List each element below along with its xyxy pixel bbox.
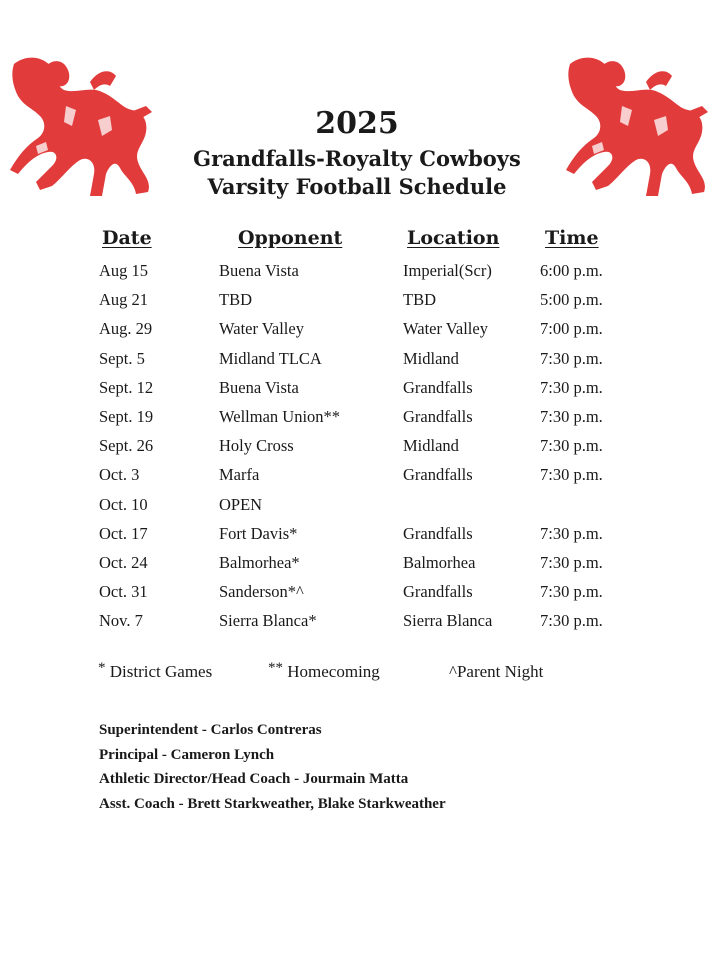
game-time: 7:30 p.m. (540, 348, 603, 368)
table-row (0, 578, 720, 607)
table-row (0, 345, 720, 374)
homecoming-mark: ** (268, 660, 283, 676)
team-name: Grandfalls-Royalty Cowboys (193, 146, 521, 171)
game-time: 7:30 p.m. (540, 582, 603, 602)
game-date: Aug 15 (99, 261, 149, 280)
game-location: Sierra Blanca (403, 611, 493, 631)
game-location: Imperial(Scr) (403, 261, 492, 280)
table-row (0, 607, 720, 636)
game-location: Balmorhea (403, 552, 476, 572)
game-time: 7:30 p.m. (540, 465, 603, 485)
game-opponent: Wellman Union** (219, 406, 341, 426)
column-header-time: Time (545, 227, 599, 249)
staff-principal: Principal - Cameron Lynch (99, 746, 275, 763)
table-row (0, 491, 720, 520)
game-location: TBD (403, 290, 436, 310)
game-time: 7:30 p.m. (540, 552, 603, 572)
district-text: District Games (109, 662, 213, 681)
staff-superintendent: Superintendent - Carlos Contreras (99, 722, 322, 738)
parent-night-text: ^Parent Night (449, 662, 544, 681)
column-header-date: Date (102, 227, 152, 249)
game-opponent: Sierra Blanca* (219, 611, 317, 631)
game-date: Sept. 12 (99, 377, 154, 397)
district-mark: * (98, 660, 106, 676)
game-time: 7:30 p.m. (540, 611, 603, 631)
game-date: Oct. 24 (99, 552, 148, 572)
game-location: Midland (403, 348, 459, 368)
game-time: 7:30 p.m. (540, 436, 603, 456)
table-row (0, 257, 720, 286)
table-row (0, 461, 720, 490)
legend-parent-night (449, 662, 543, 682)
table-row (0, 315, 720, 344)
game-time: 6:00 p.m. (540, 261, 603, 280)
column-header-opponent: Opponent (238, 227, 343, 249)
game-opponent: Midland TLCA (219, 348, 322, 368)
game-location: Midland (403, 436, 459, 456)
game-time: 7:00 p.m. (540, 319, 603, 339)
game-location: Grandfalls (403, 582, 473, 602)
game-date: Oct. 10 (99, 494, 148, 514)
game-opponent: Buena Vista (219, 377, 299, 397)
game-opponent: Fort Davis* (219, 523, 298, 543)
game-date: Aug. 29 (99, 319, 153, 339)
game-date: Sept. 19 (99, 406, 154, 426)
game-opponent: OPEN (219, 494, 263, 514)
game-opponent: TBD (219, 290, 252, 310)
table-row (0, 432, 720, 461)
game-location: Grandfalls (403, 465, 473, 485)
game-time: 7:30 p.m. (540, 406, 603, 426)
game-time: 7:30 p.m. (540, 523, 603, 543)
game-location: Water Valley (403, 319, 488, 339)
staff-list (99, 718, 446, 816)
game-location: Grandfalls (403, 377, 473, 397)
legend-district (98, 662, 212, 682)
game-opponent: Buena Vista (219, 261, 299, 280)
schedule-table (0, 257, 720, 636)
column-header-location: Location (407, 227, 500, 249)
game-date: Oct. 17 (99, 523, 148, 543)
game-location: Grandfalls (403, 406, 473, 426)
game-date: Oct. 31 (99, 582, 148, 602)
table-row (0, 520, 720, 549)
legend-homecoming (268, 662, 380, 682)
game-date: Nov. 7 (99, 611, 143, 631)
game-date: Oct. 3 (99, 465, 140, 485)
table-row (0, 286, 720, 315)
game-location: Grandfalls (403, 523, 473, 543)
game-opponent: Holy Cross (219, 436, 294, 456)
game-opponent: Water Valley (219, 319, 304, 339)
homecoming-text: Homecoming (287, 662, 380, 681)
game-opponent: Marfa (219, 465, 260, 485)
game-time: 5:00 p.m. (540, 290, 603, 310)
game-date: Sept. 5 (99, 348, 145, 368)
staff-assistant-coach: Asst. Coach - Brett Starkweather, Blake Starkweather (99, 795, 446, 812)
staff-head-coach: Athletic Director/Head Coach - Jourmain Matta (99, 771, 409, 788)
game-opponent: Balmorhea* (219, 552, 300, 572)
game-date: Sept. 26 (99, 436, 154, 456)
table-row (0, 374, 720, 403)
schedule-year: 2025 (315, 106, 399, 141)
table-row (0, 403, 720, 432)
game-time: 7:30 p.m. (540, 377, 603, 397)
schedule-subtitle: Varsity Football Schedule (207, 174, 507, 199)
game-opponent: Sanderson*^ (219, 582, 304, 602)
game-date: Aug 21 (99, 290, 149, 310)
table-row (0, 549, 720, 578)
